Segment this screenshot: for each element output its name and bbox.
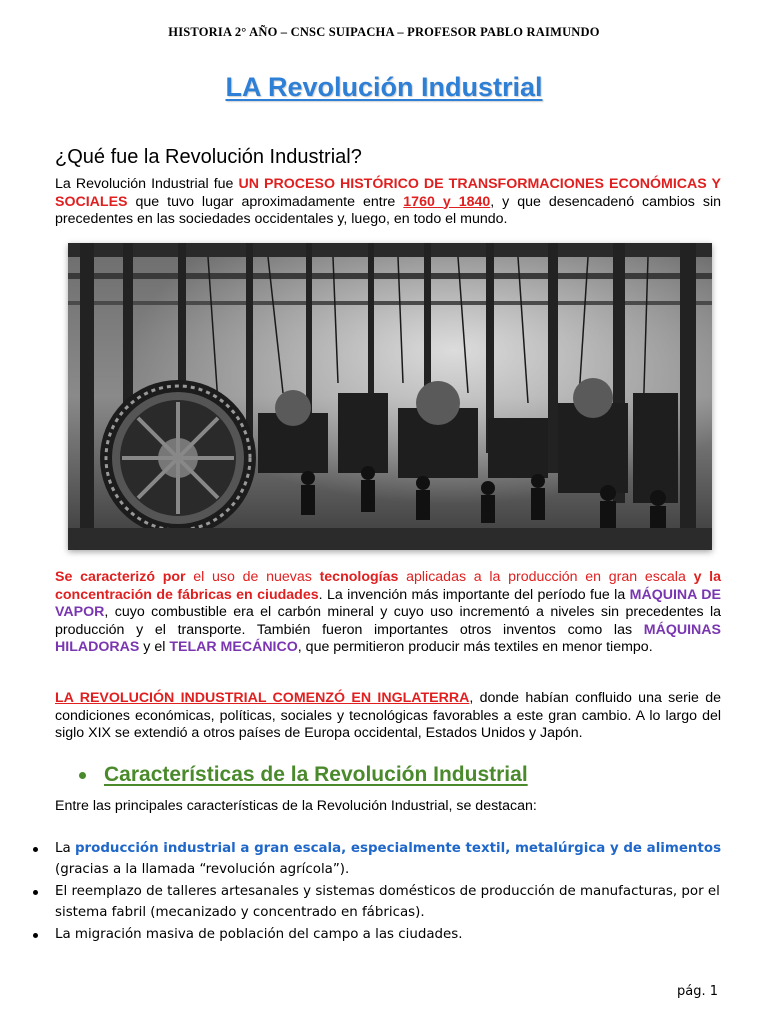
page-header: HISTORIA 2° AÑO – CNSC SUIPACHA – PROFESOR PABLO RAIMUNDO [168, 25, 600, 39]
highlight-inglaterra: LA REVOLUCIÓN INDUSTRIAL COMENZÓ EN INGLATERRA [55, 690, 470, 706]
paragraph-inglaterra [55, 690, 721, 743]
highlight-maquinas-hiladoras: MÁQUINAS HILADORAS [55, 621, 721, 655]
characteristics-intro: Entre las principales características de la Revolución Industrial, se destacan: [55, 798, 537, 814]
bullet-dot-icon [79, 772, 86, 779]
list-item [30, 838, 725, 880]
section-heading-what-was: ¿Qué fue la Revolución Industrial? [55, 146, 362, 168]
text-segment: El reemplazo de talleres artesanales y sistemas domésticos de producción de manufacturas, por el sistema fabril (mecanizado y concentrado en fábricas). [55, 884, 720, 920]
section-heading-characteristics [104, 763, 528, 787]
highlight-dates: 1760 y 1840 [403, 193, 491, 210]
page-number: pág. 1 [677, 984, 719, 999]
page-title: LA Revolución Industrial [225, 72, 543, 102]
highlight-produccion: producción industrial a gran escala, especialmente textil, metalúrgica y de alimentos [74, 841, 722, 856]
highlight-concentracion: y la concentración de fábricas en ciudades [55, 569, 721, 603]
highlight-tecnologias: tecnologías [319, 569, 399, 585]
text-segment: La Revolución Industrial fue [55, 176, 239, 192]
highlight-maquina-vapor: MÁQUINA DE VAPOR [55, 586, 721, 620]
highlight-process: UN PROCESO HISTÓRICO DE TRANSFORMACIONES ECONÓMICAS Y SOCIALES [55, 176, 722, 210]
text-segment-red: el uso de nuevas [185, 569, 320, 585]
text-segment: La [55, 841, 75, 856]
highlight-caracterizo: Se caracterizó por [55, 569, 186, 585]
text-segment: (gracias a la llamada “revolución agrícola”). [55, 862, 350, 877]
text-segment: , donde habían confluido una serie de condiciones económicas, políticas, sociales y tecnológicas favorables a este gran cambio. A lo largo del siglo XIX se extendió a otros países de Europa occidental, Estados Unidos y Japón. [55, 690, 722, 741]
paragraph-definition [55, 176, 721, 229]
section-heading-text: Características de la Revolución Industrial [104, 763, 528, 786]
factory-engraving-image [68, 243, 712, 550]
paragraph-characteristics [55, 569, 721, 657]
characteristics-list [30, 838, 725, 946]
text-segment: , que permitieron producir más textiles en menor tiempo. [297, 639, 653, 655]
highlight-telar-mecanico: TELAR MECÁNICO [169, 639, 298, 655]
list-item [30, 881, 725, 923]
text-segment: , cuyo combustible era el carbón mineral y cuyo uso incrementó a niveles sin precedentes la producción y el transporte. También fueron importantes otros inventos como las [55, 604, 721, 638]
text-segment-red: aplicadas a la producción en gran escala [398, 569, 694, 585]
text-segment: . La invención más importante del período fue la [318, 586, 630, 603]
factory-illustration [68, 243, 712, 550]
text-segment: y el [139, 639, 170, 655]
text-segment: , y que desencadenó cambios sin precedentes en las sociedades occidentales y, luego, en todo el mundo. [55, 193, 721, 227]
text-segment: que tuvo lugar aproximadamente entre [127, 193, 404, 210]
list-item [30, 924, 725, 945]
text-segment: La migración masiva de población del campo a las ciudades. [55, 927, 463, 942]
